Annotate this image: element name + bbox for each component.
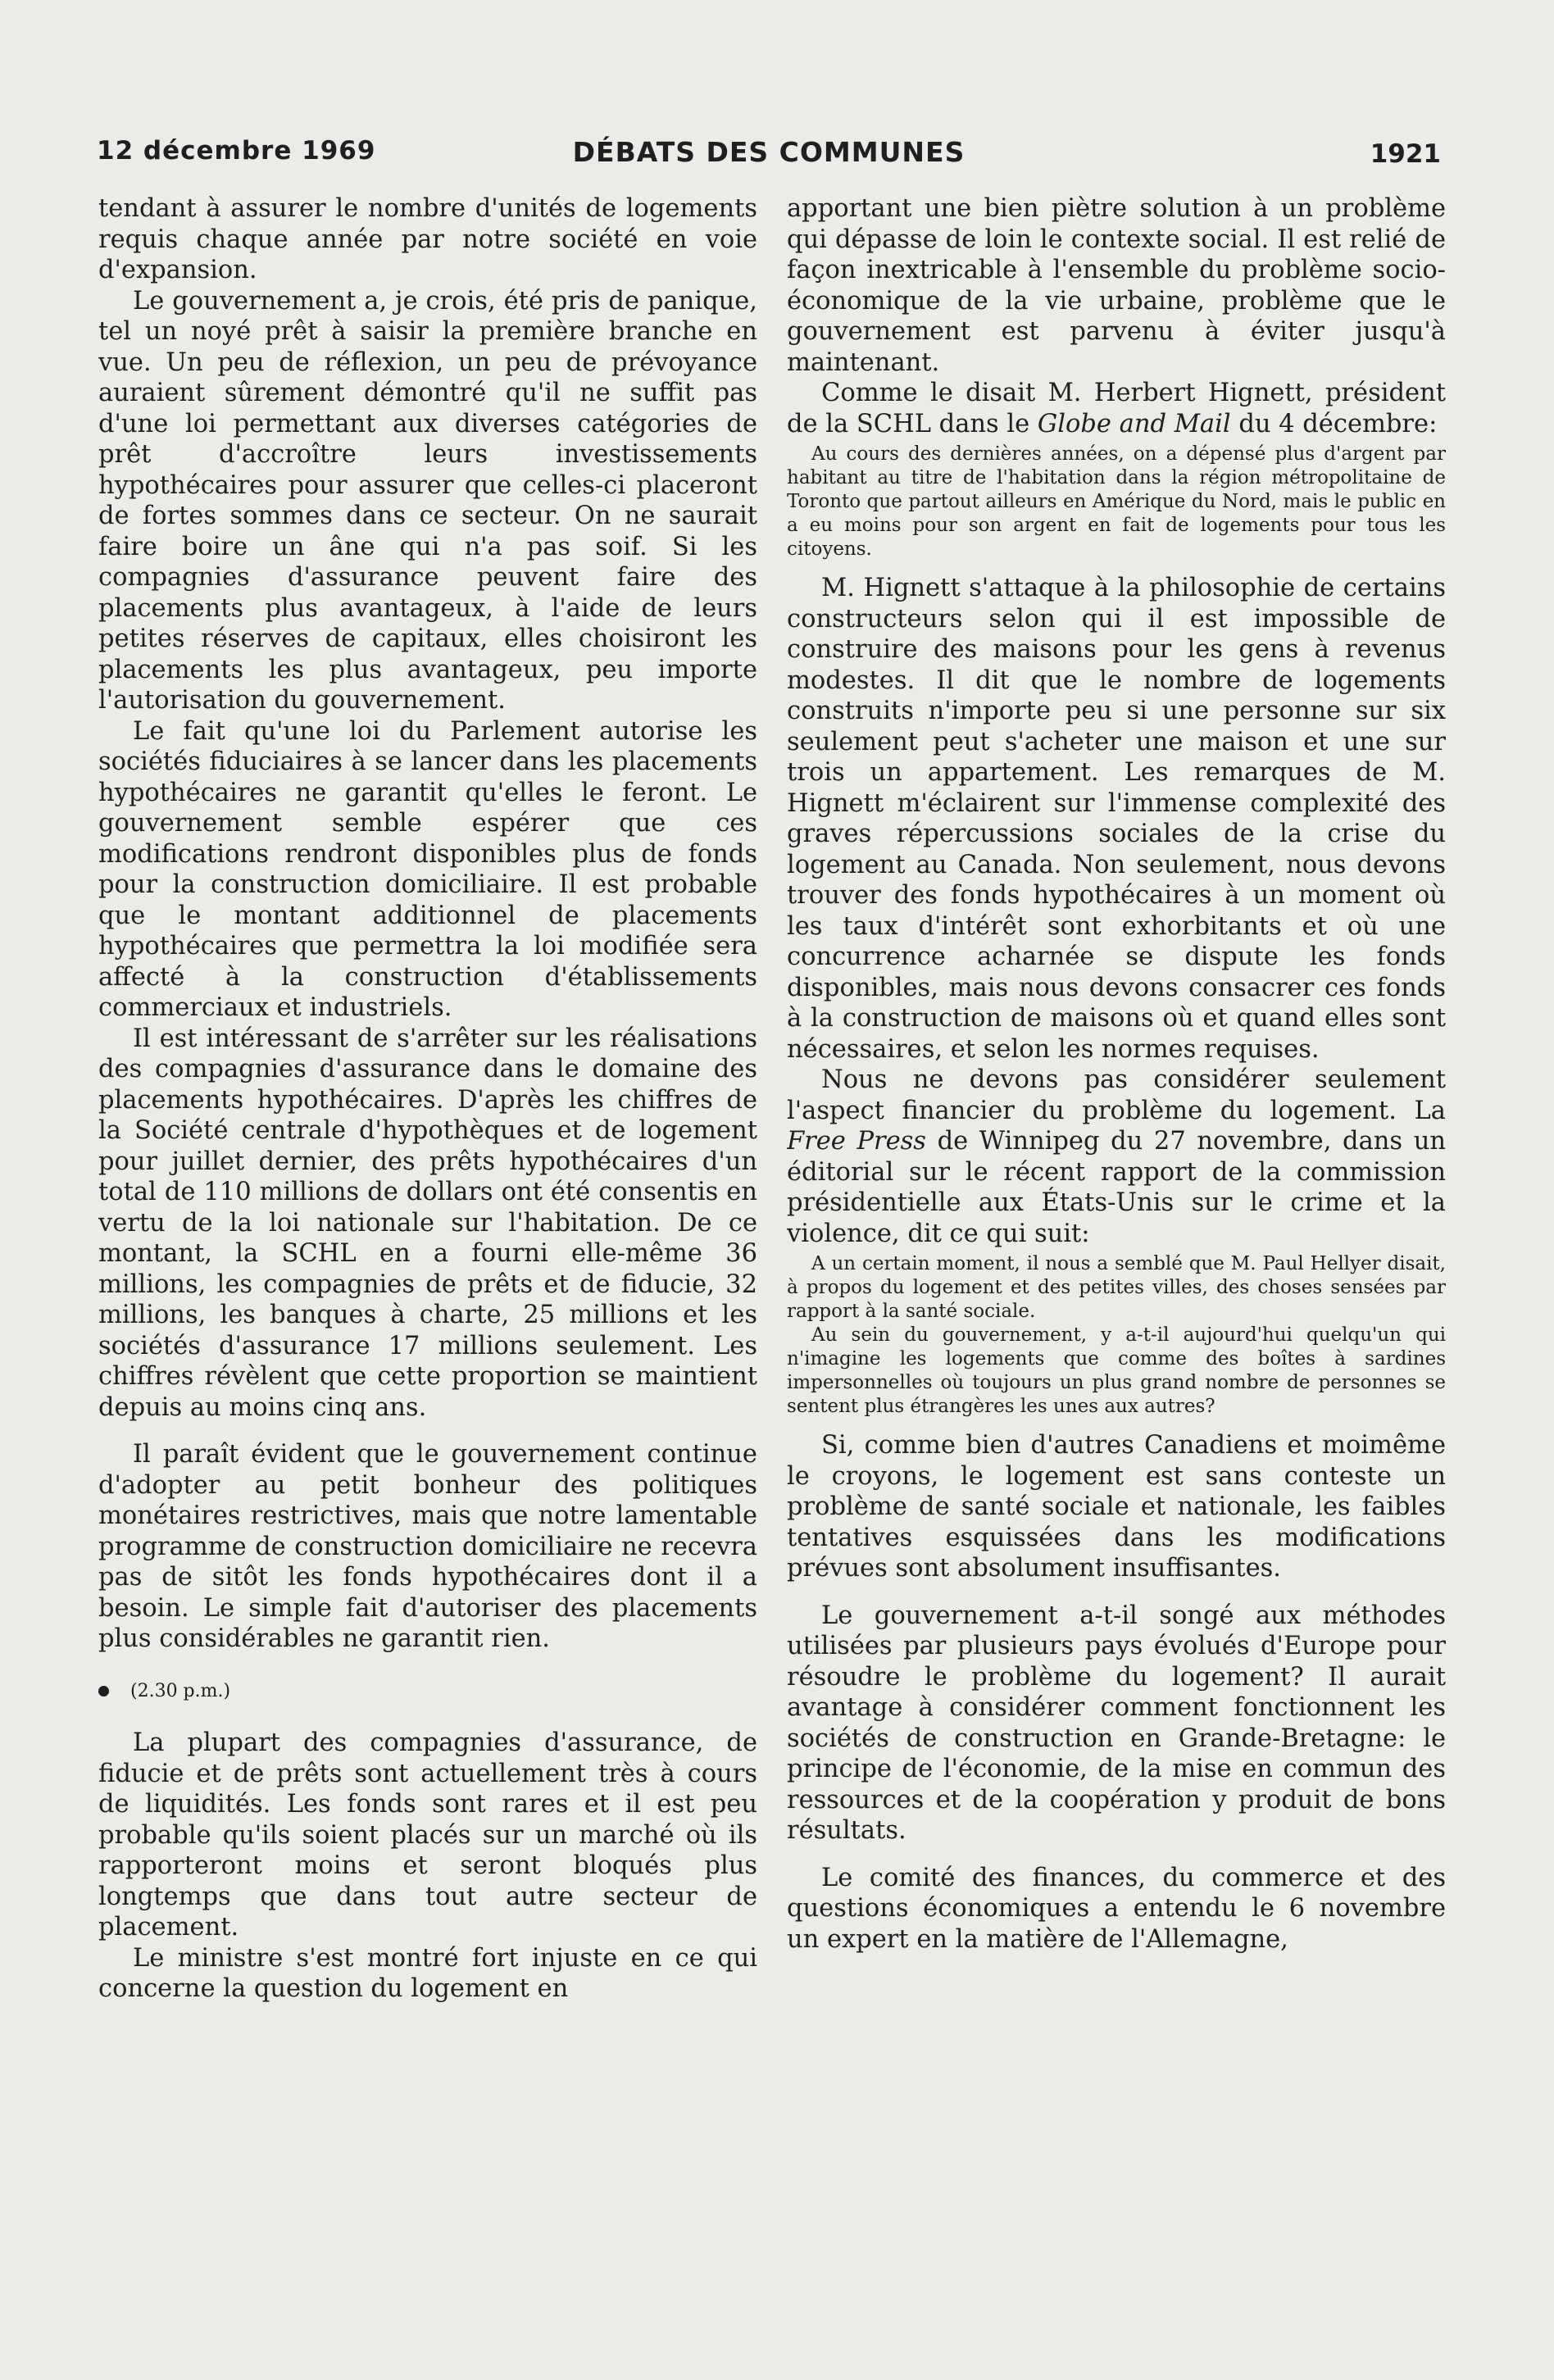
paragraph: Le fait qu'une loi du Parlement autorise les sociétés fiduciaires à se lancer dans les placements hypothécaires ne garantit qu'elles le feront. Le gouvernement semble espérer que ces modifications rendront disponibles plus de fonds pour la construction domiciliaire. Il est probable que le montant additionnel de placements hypothécaires que permettra la loi modifiée sera affecté à la construction d'établissements commerciaux et industriels.	[98, 716, 757, 1022]
paragraph: Il est intéressant de s'arrêter sur les réalisations des compagnies d'assurance dans le domaine des placements hypothécaires. D'après les chiffres de la Société centrale d'hypothèques et de logement pour juillet dernier, des prêts hypothécaires d'un total de 110 millions de dollars ont été consentis en vertu de la loi nationale sur l'habitation. De ce montant, la SCHL en a fourni elle-même 36 millions, les compagnies de prêts et de fiducie, 32 millions, les banques à charte, 25 millions et les sociétés d'assurance 17 millions seulement. Les chiffres révèlent que cette proportion se maintient depuis au moins cinq ans.	[98, 1024, 757, 1422]
block-quote	[787, 1252, 1446, 1419]
header-title: DÉBATS DES COMMUNES	[572, 136, 966, 168]
header-date: 12 décembre 1969	[97, 136, 376, 166]
paragraph: M. Hignett s'attaque à la philosophie de certains constructeurs selon qui il est impossible de construire des maisons pour les gens à revenus modestes. Il dit que le nombre de logements construits n'importe peu si une personne sur six seulement peut s'acheter une maison et une sur trois un appartement. Les remarques de M. Hignett m'éclairent sur l'immense complexité des graves répercussions sociales de la crise du logement au Canada. Non seulement, nous devons trouver des fonds hypothécaires à un moment où les taux d'intérêt sont exhorbitants et où une concurrence acharnée se dispute les fonds disponibles, mais nous devons consacrer ces fonds à la construction de maisons où et quand elles sont nécessaires, et selon les normes requises.	[787, 574, 1446, 1064]
spacer	[787, 1584, 1446, 1601]
paragraph: Le gouvernement a-t-il songé aux méthodes utilisées par plusieurs pays évolués d'Europe pour résoudre le problème du logement? Il aurait avantage à considérer comment fonctionnent les sociétés de construction en Grande-Bretagne: le principe de l'économie, de la mise en commun des ressources et de la coopération y produit de bons résultats.	[787, 1601, 1446, 1845]
quote-paragraph: Au sein du gouvernement, y a-t-il aujourd'hui quelqu'un qui n'imagine les logements que comme des boîtes à sardines impersonnelles où toujours un plus grand nombre de personnes se sentent plus étrangères les unes aux autres?	[787, 1324, 1446, 1417]
time-marker-text: (2.30 p.m.)	[130, 1680, 231, 1701]
quote-paragraph: A un certain moment, il nous a semblé que M. Paul Hellyer disait, à propos du logement et des petites villes, des choses sensées par rapport à la santé sociale.	[787, 1253, 1446, 1322]
paragraph: tendant à assurer le nombre d'unités de logements requis chaque année par notre société en voie d'expansion.	[98, 194, 757, 284]
newspaper-title: Free Press	[787, 1127, 926, 1156]
paragraph: Le comité des finances, du commerce et des questions économiques a entendu le 6 novembre un expert en la matière de l'Allemagne,	[787, 1863, 1446, 1954]
bullet-icon	[98, 1686, 109, 1696]
paragraph: Le ministre s'est montré fort injuste en ce qui concerne la question du logement en	[98, 1943, 757, 2003]
spacer	[98, 1423, 757, 1439]
paragraph: Si, comme bien d'autres Canadiens et moimême le croyons, le logement est sans conteste un problème de santé sociale et nationale, les faibles tentatives esquissées dans les modifications prévues sont absolument insuffisantes.	[787, 1431, 1446, 1583]
paragraph: Le gouvernement a, je crois, été pris de panique, tel un noyé prêt à saisir la première branche en vue. Un peu de réflexion, un peu de prévoyance auraient sûrement démontré qu'il ne suffit pas d'une loi permettant aux diverses catégories de prêt d'accroître leurs investissements hypothécaires pour assurer que celles-ci placeront de fortes sommes dans ce secteur. On ne saurait faire boire un âne qui n'a pas soif. Si les compagnies d'assurance peuvent faire des placements plus avantageux, à l'aide de leurs petites réserves de capitaux, elles choisiront les placements les plus avantageux, peu importe l'autorisation du gouvernement.	[98, 286, 757, 715]
text-run: du 4 décembre:	[1230, 409, 1438, 438]
newspaper-title: Globe and Mail	[1037, 409, 1231, 438]
paragraph: La plupart des compagnies d'assurance, de fiducie et de prêts sont actuellement très à cours de liquidités. Les fonds sont rares et il est peu probable qu'ils soient placés sur un marché où ils rapporteront moins et seront bloqués plus longtemps que dans tout autre secteur de placement.	[98, 1728, 757, 1942]
time-marker	[98, 1676, 757, 1707]
paragraph	[787, 1065, 1446, 1249]
text-run: Nous ne devons pas considérer seulement l'aspect financier du problème du logement. La	[787, 1065, 1446, 1125]
paragraph	[787, 378, 1446, 439]
right-column	[787, 193, 1446, 2341]
page-header	[97, 136, 1441, 177]
page-number: 1921	[1370, 139, 1441, 169]
quote-paragraph: Au cours des dernières années, on a dépensé plus d'argent par habitant au titre de l'habitation dans la région métropolitaine de Toronto que partout ailleurs en Amérique du Nord, mais le public en a eu moins pour son argent en fait de logements pour tous les citoyens.	[787, 443, 1446, 560]
paragraph: apportant une bien piètre solution à un problème qui dépasse de loin le contexte social. Il est relié de façon inextricable à l'ensemble du problème socio-économique de la vie urbaine, problème que le gouvernement est parvenu à éviter jusqu'à maintenant.	[787, 194, 1446, 377]
text-run: Comme le disait M. Herbert Hignett, président de la SCHL dans le	[787, 379, 1446, 438]
spacer	[787, 1846, 1446, 1863]
block-quote	[787, 443, 1446, 561]
paragraph: Il paraît évident que le gouvernement continue d'adopter au petit bonheur des politiques monétaires restrictives, mais que notre lamentable programme de construction domiciliaire ne recevra pas de sitôt les fonds hypothécaires dont il a besoin. Le simple fait d'autoriser des placements plus considérables ne garantit rien.	[98, 1440, 757, 1653]
text-run: de Winnipeg du 27 novembre, dans un éditorial sur le récent rapport de la commission présidentielle aux États-Unis sur le crime et la violence, dit ce qui suit:	[787, 1127, 1446, 1248]
left-column	[98, 193, 757, 2341]
